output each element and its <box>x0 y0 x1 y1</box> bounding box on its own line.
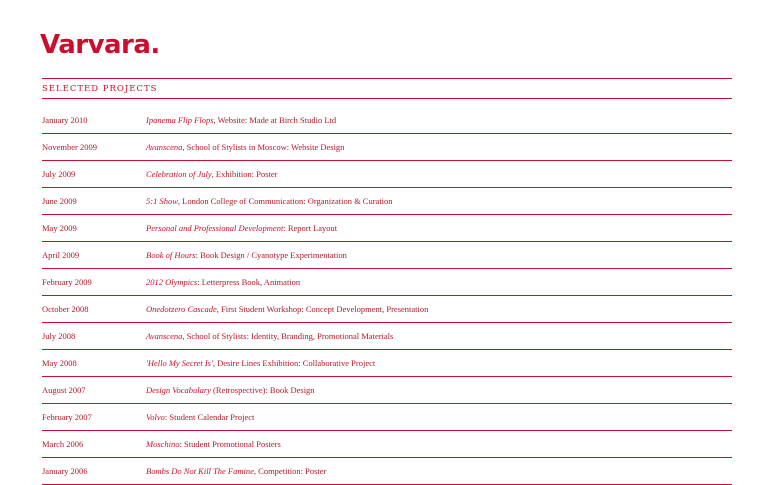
project-details: , First Student Workshop: Concept Development, Presentation <box>216 304 429 314</box>
project-description <box>146 358 375 368</box>
project-row <box>42 242 732 269</box>
project-details: : Student Calendar Project <box>164 412 255 422</box>
project-date: March 2006 <box>42 439 84 449</box>
site-logo[interactable]: Varvara. <box>40 30 160 60</box>
project-title-link[interactable]: Design Vocabulary <box>146 385 211 395</box>
project-date: November 2009 <box>42 142 98 152</box>
project-description <box>146 196 393 206</box>
project-details: , Desire Lines Exhibition: Collaborative Project <box>212 358 376 368</box>
project-details: , London College of Communication: Organization & Curation <box>177 196 393 206</box>
project-row <box>42 296 732 323</box>
project-description <box>146 223 337 233</box>
project-title-link[interactable]: Book of Hours <box>146 250 196 260</box>
project-details: (Retrospective): Book Design <box>210 385 315 395</box>
project-details: : Student Promotional Posters <box>179 439 281 449</box>
project-row <box>42 350 732 377</box>
project-date: January 2010 <box>42 115 88 125</box>
project-description <box>146 115 336 125</box>
project-title-link[interactable]: Avanscena <box>146 142 183 152</box>
project-title-link[interactable]: Moschino <box>146 439 180 449</box>
project-row <box>42 404 732 431</box>
project-row <box>42 134 732 161</box>
project-row <box>42 377 732 404</box>
project-title-link[interactable]: Celebration of July <box>146 169 212 179</box>
project-title-link[interactable]: 'Hello My Secret Is' <box>146 358 213 368</box>
project-date: February 2009 <box>42 277 92 287</box>
project-title-link[interactable]: Ipanema Flip Flops <box>146 115 214 125</box>
project-details: , School of Stylists in Moscow: Website Design <box>182 142 345 152</box>
project-details: , Competition: Poster <box>253 466 327 476</box>
section-title: SELECTED PROJECTS <box>42 84 158 94</box>
project-date: January 2006 <box>42 466 88 476</box>
project-description <box>146 439 281 449</box>
project-description <box>146 142 344 152</box>
project-details: , Website: Made at Birch Studio Ltd <box>213 115 337 125</box>
project-row <box>42 323 732 350</box>
project-row <box>42 431 732 458</box>
project-row <box>42 458 732 485</box>
project-date: May 2009 <box>42 223 77 233</box>
project-date: August 2007 <box>42 385 86 395</box>
project-details: , School of Stylists: Identity, Branding, Promotional Materials <box>182 331 394 341</box>
project-description <box>146 412 254 422</box>
project-row <box>42 215 732 242</box>
project-date: May 2008 <box>42 358 77 368</box>
project-title-link[interactable]: Onedotzero Cascade <box>146 304 217 314</box>
project-title-link[interactable]: Avanscena <box>146 331 183 341</box>
project-description <box>146 169 278 179</box>
project-date: April 2009 <box>42 250 80 260</box>
project-description <box>146 250 347 260</box>
header-divider <box>42 78 732 79</box>
section-divider <box>42 98 732 99</box>
project-description <box>146 385 315 395</box>
projects-list <box>42 107 732 485</box>
project-title-link[interactable]: 2012 Olympics <box>146 277 198 287</box>
project-date: July 2009 <box>42 169 76 179</box>
project-row <box>42 107 732 134</box>
project-description <box>146 304 428 314</box>
project-row <box>42 269 732 296</box>
project-date: June 2009 <box>42 196 77 206</box>
project-title-link[interactable]: 5:1 Show <box>146 196 178 206</box>
project-row <box>42 188 732 215</box>
project-date: February 2007 <box>42 412 92 422</box>
project-title-link[interactable]: Bombs Do Not Kill The Famine <box>146 466 254 476</box>
project-title-link[interactable]: Volvo <box>146 412 165 422</box>
project-title-link[interactable]: Personal and Professional Development <box>146 223 284 233</box>
project-description <box>146 331 393 341</box>
project-date: July 2008 <box>42 331 76 341</box>
project-details: : Report Layout <box>283 223 338 233</box>
project-description <box>146 277 300 287</box>
project-row <box>42 161 732 188</box>
project-date: October 2008 <box>42 304 89 314</box>
project-details: : Book Design / Cyanotype Experimentation <box>195 250 347 260</box>
project-details: : Letterpress Book, Animation <box>197 277 301 287</box>
project-details: , Exhibition: Poster <box>211 169 278 179</box>
